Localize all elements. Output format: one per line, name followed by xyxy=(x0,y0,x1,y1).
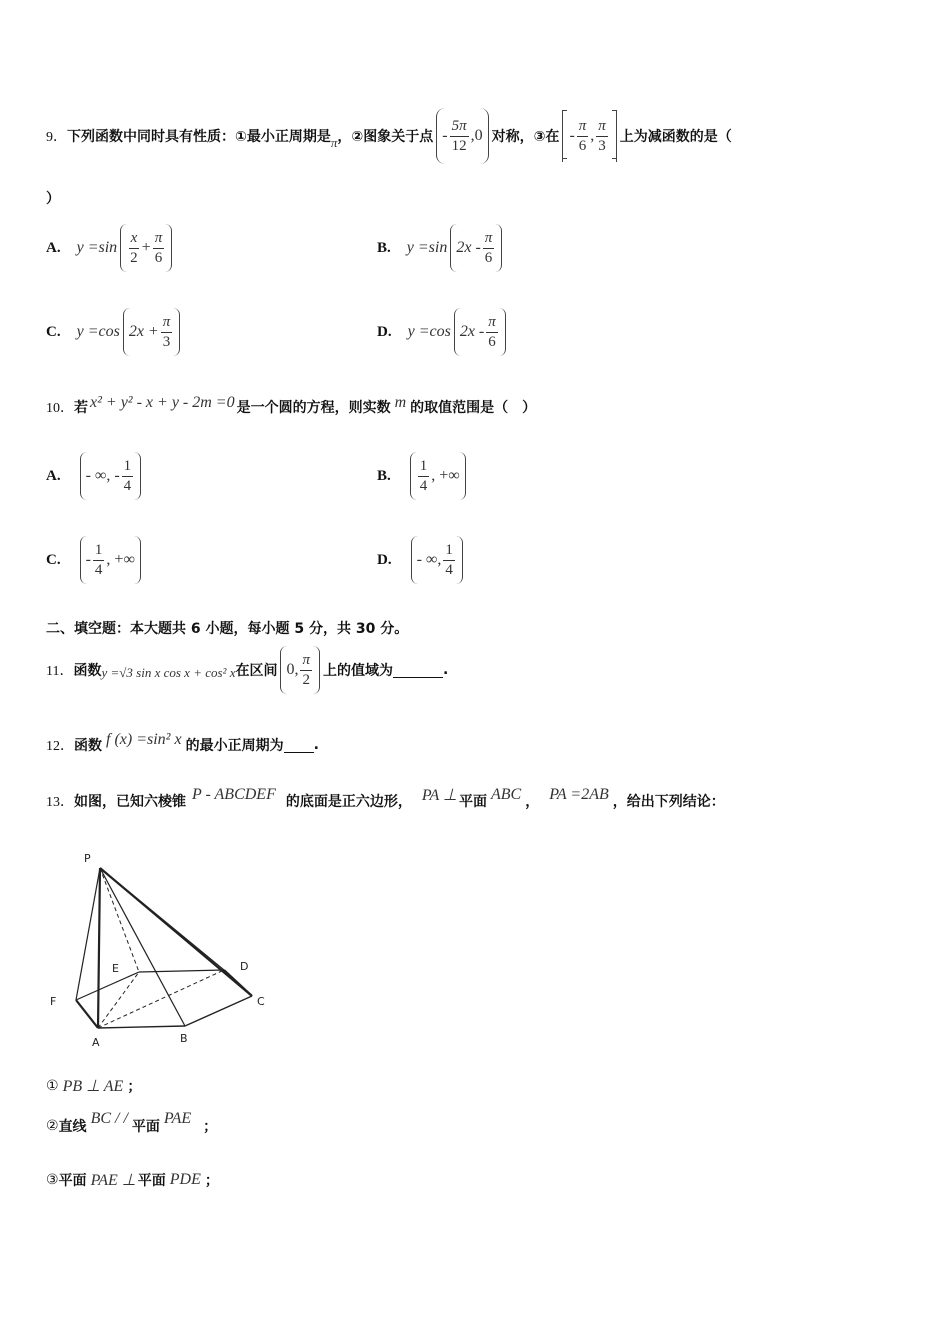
q10-option-c-interval xyxy=(80,536,141,584)
q13-c2-mid: 平面 xyxy=(131,1119,160,1135)
q11-text-1: 函数 xyxy=(73,663,102,679)
q13-conclusion-1 xyxy=(46,1074,141,1098)
q10-option-c-frac xyxy=(93,543,105,578)
q13-solid: P - ABCDEF xyxy=(192,786,276,803)
q13-c3-pre: 平面 xyxy=(58,1173,87,1189)
q9-option-a-frac-2 xyxy=(153,231,165,266)
q13-c2-math-1: BC / / xyxy=(90,1110,128,1127)
q10-option-b-label: B. xyxy=(377,467,391,484)
q9-point xyxy=(436,108,488,164)
label-e: E xyxy=(112,962,119,975)
q11-text-3: 上的值域为 xyxy=(323,663,393,679)
q13-c3-end: ； xyxy=(204,1173,219,1189)
q10-option-d-num: 1 xyxy=(443,543,455,561)
edge-de xyxy=(139,970,224,972)
q10-text-2: 是一个圆的方程，则实数 xyxy=(236,400,391,416)
q10-option-b-interval xyxy=(410,452,466,500)
q9-point-zero: ,0 xyxy=(470,127,483,144)
q9-point-num: 5π xyxy=(450,119,469,137)
q9-option-b-label: B. xyxy=(377,239,391,256)
q13-conclusion-3 xyxy=(46,1168,219,1192)
q12-func: f (x) =sin² x xyxy=(106,731,182,748)
edge-bc xyxy=(185,996,252,1026)
q9-int-minus: - xyxy=(569,127,575,144)
q12-text-1: 函数 xyxy=(74,738,102,754)
q9-pi: π xyxy=(330,135,338,150)
q9-text-3: 对称，③在 xyxy=(491,129,560,145)
q13-text-1: 如图，已知六棱锥 xyxy=(74,794,186,810)
edge-pa xyxy=(98,868,100,1028)
q13-text-3: 平面 xyxy=(458,794,487,810)
label-c: C xyxy=(257,995,265,1008)
label-d: D xyxy=(240,960,249,973)
q13-c1-math: PB ⊥ AE xyxy=(62,1078,124,1095)
segment-ad-hidden xyxy=(98,970,224,1028)
q9-option-a-func: y =sin xyxy=(76,239,118,256)
q9-option-a-num-2: π xyxy=(153,231,165,249)
q9-option-a-op: + xyxy=(141,239,151,256)
q11-text-2: 在区间 xyxy=(235,663,278,679)
q9-option-b xyxy=(377,222,505,274)
q10-option-a-pre: - ∞, - xyxy=(85,467,120,484)
q9-option-c-label: C. xyxy=(46,323,61,340)
q9-option-d-func: y =cos xyxy=(407,323,451,340)
q13-c2-mark: ② xyxy=(46,1118,59,1134)
edge-pf xyxy=(76,868,100,1000)
q9-option-a-frac-1 xyxy=(128,231,140,266)
q11-answer-blank[interactable] xyxy=(393,663,443,678)
q9-int-num-2: π xyxy=(596,119,608,137)
q10-option-c-den: 4 xyxy=(94,561,103,578)
q13-number: 13． xyxy=(46,795,74,810)
q13-c3-mark: ③ xyxy=(46,1172,59,1188)
q11-interval xyxy=(280,646,320,694)
q11-end: . xyxy=(443,662,449,678)
q9-stem xyxy=(46,104,732,168)
q9-option-c-num: π xyxy=(161,315,173,333)
q9-number: 9． xyxy=(46,130,67,145)
q10-option-d-interval xyxy=(411,536,463,584)
q9-interval xyxy=(562,110,616,162)
q11-int-num: π xyxy=(300,653,312,671)
q9-int-comma: , xyxy=(590,127,595,144)
segment-ae-hidden xyxy=(98,972,139,1028)
q10-option-d-frac xyxy=(443,543,455,578)
q9-int-num-1: π xyxy=(577,119,589,137)
q13-c3-mid: 平面 xyxy=(137,1173,166,1189)
q9-option-a-arg xyxy=(120,224,172,272)
q9-option-d-den: 6 xyxy=(488,333,496,350)
q13-plane: ABC xyxy=(490,786,522,803)
q9-point-den: 12 xyxy=(451,137,467,154)
q9-option-b-frac xyxy=(483,231,495,266)
q12-end: . xyxy=(313,737,319,753)
q9-option-b-func: y =sin xyxy=(406,239,448,256)
q9-int-den-1: 6 xyxy=(578,137,587,154)
q10-stem xyxy=(46,392,536,422)
q9-option-a-den-2: 6 xyxy=(154,249,163,266)
q10-option-b-num: 1 xyxy=(418,459,430,477)
q9-option-c-arg xyxy=(123,308,180,356)
q10-var: m xyxy=(394,394,407,411)
q9-option-b-num: π xyxy=(483,231,495,249)
q13-perp: PA ⊥ xyxy=(421,787,457,804)
q13-relation: PA =2AB xyxy=(549,786,609,803)
q10-option-b xyxy=(377,450,469,502)
q9-option-d xyxy=(377,306,509,358)
q9-text-2: ，②图象关于点 xyxy=(337,129,434,145)
q10-number: 10． xyxy=(46,401,74,416)
q13-text-2: 的底面是正六边形， xyxy=(285,794,412,810)
q11-int-frac xyxy=(300,653,312,688)
label-b: B xyxy=(180,1032,188,1045)
q9-option-b-arg xyxy=(450,224,502,272)
q12-answer-blank[interactable] xyxy=(284,738,314,753)
edge-fa xyxy=(76,1000,98,1028)
q11-number: 11． xyxy=(46,664,74,679)
q9-option-d-pre: 2x - xyxy=(459,323,485,340)
q10-option-b-den: 4 xyxy=(419,477,428,494)
q10-option-d-den: 4 xyxy=(445,561,453,578)
q10-option-a-frac xyxy=(122,459,134,494)
q10-option-c xyxy=(46,534,144,586)
q11-int-zero: 0, xyxy=(286,661,299,678)
q9-option-d-arg xyxy=(454,308,506,356)
q9-option-a-num-1: x xyxy=(129,231,140,249)
q10-option-a-label: A. xyxy=(46,467,61,484)
q9-option-a-den-1: 2 xyxy=(130,249,138,266)
hexagonal-pyramid-figure xyxy=(44,848,274,1058)
q9-int-den-2: 3 xyxy=(598,137,606,154)
q10-option-a-den: 4 xyxy=(123,477,132,494)
q13-c1-end: ； xyxy=(127,1079,142,1095)
q10-option-c-pre: - xyxy=(85,551,91,568)
q12-text-2: 的最小正周期为 xyxy=(185,738,284,754)
q10-option-d-pre: - ∞, xyxy=(416,551,442,568)
q11-func: y =√3 sin x cos x + cos² x xyxy=(101,665,236,680)
q9-option-c xyxy=(46,306,183,358)
q10-option-c-label: C. xyxy=(46,551,61,568)
q9-option-d-frac xyxy=(486,315,498,350)
q13-c3-math-1: PAE ⊥ xyxy=(90,1172,136,1189)
q9-option-b-pre: 2x - xyxy=(456,239,481,256)
q13-c3-math-2: PDE xyxy=(169,1171,201,1188)
q10-option-c-num: 1 xyxy=(93,543,105,561)
section-2-title: 二、填空题：本大题共 6 小题，每小题 5 分，共 30 分。 xyxy=(46,621,409,637)
q10-option-b-frac xyxy=(418,459,430,494)
q10-option-a-interval xyxy=(80,452,142,500)
q9-point-frac xyxy=(450,119,469,154)
label-p: P xyxy=(84,852,91,865)
q9-option-a xyxy=(46,222,175,274)
edge-pb xyxy=(100,868,185,1026)
q9-option-d-label: D. xyxy=(377,323,392,340)
q13-c1-mark: ① xyxy=(46,1078,59,1094)
q13-text-4: ， xyxy=(525,794,540,810)
q10-equation: x² + y² - x + y - 2m =0 xyxy=(90,394,235,411)
label-a: A xyxy=(92,1036,100,1049)
edge-ab xyxy=(98,1026,185,1028)
q9-option-b-den: 6 xyxy=(484,249,493,266)
q10-option-c-post: , +∞ xyxy=(106,551,135,568)
q9-int-frac-1 xyxy=(577,119,589,154)
q11-stem xyxy=(46,644,448,696)
q13-c2-math-2: PAE xyxy=(163,1110,192,1127)
q10-option-d-label: D. xyxy=(377,551,392,568)
q9-option-c-pre: 2x + xyxy=(128,323,159,340)
q9-text-4: 上为减函数的是（ xyxy=(619,129,732,145)
q9-point-minus: - xyxy=(442,127,448,144)
q9-option-c-den: 3 xyxy=(162,333,171,350)
q13-c2-pre: 直线 xyxy=(58,1119,87,1135)
q10-option-b-post: , +∞ xyxy=(431,467,460,484)
q9-int-frac-2 xyxy=(596,119,608,154)
q10-option-a-num: 1 xyxy=(122,459,134,477)
q13-c2-end: ； xyxy=(203,1119,218,1135)
q10-text-1: 若 xyxy=(74,400,88,416)
section-2-heading xyxy=(46,618,408,638)
q9-option-c-func: y =cos xyxy=(76,323,120,340)
q10-option-a xyxy=(46,450,144,502)
q13-text-5: ，给出下列结论： xyxy=(612,794,725,810)
q13-stem xyxy=(46,784,725,818)
q11-int-den: 2 xyxy=(302,671,310,688)
q9-option-a-label: A. xyxy=(46,239,61,256)
q9-option-d-num: π xyxy=(486,315,498,333)
q12-number: 12． xyxy=(46,739,74,754)
q12-stem xyxy=(46,728,319,762)
q10-option-d xyxy=(377,534,466,586)
edge-pd xyxy=(100,868,224,970)
q9-close-paren: ） xyxy=(46,191,60,207)
q13-conclusion-2 xyxy=(46,1108,217,1144)
edge-ef xyxy=(76,972,139,1000)
label-f: F xyxy=(50,995,57,1008)
q9-close xyxy=(46,188,60,208)
q9-text-1: 下列函数中同时具有性质：①最小正周期是 xyxy=(67,129,331,145)
q10-text-3: 的取值范围是（ ） xyxy=(410,400,537,416)
q9-option-c-frac xyxy=(161,315,173,350)
